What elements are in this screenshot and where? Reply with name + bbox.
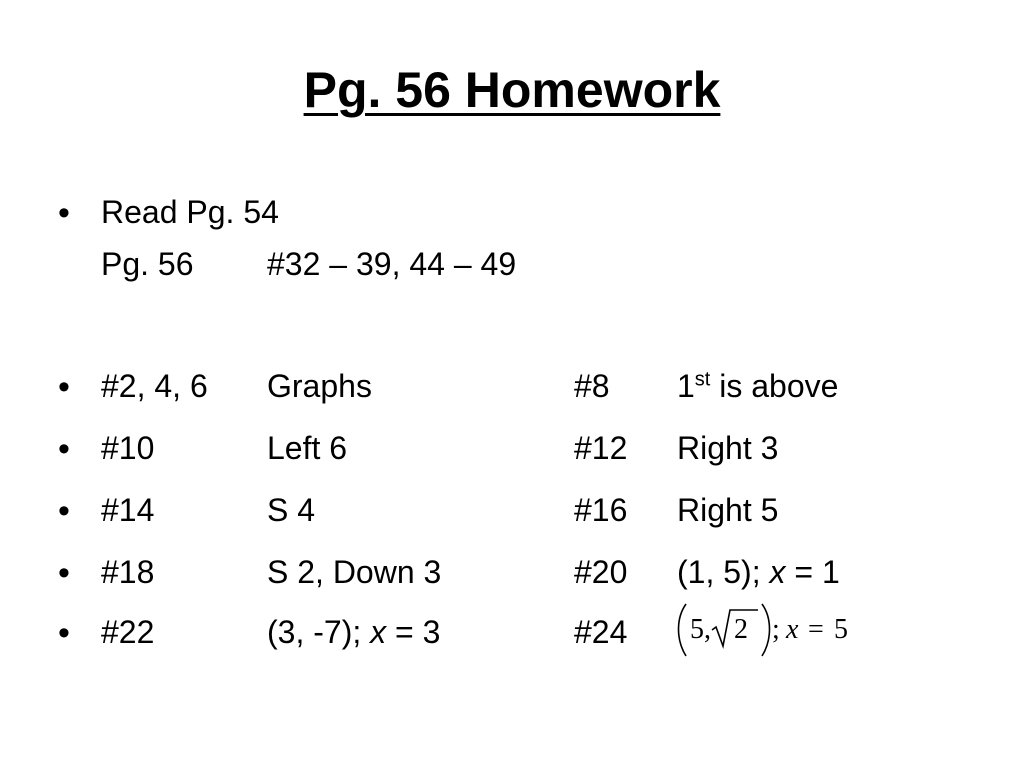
homework-problems: #32 – 39, 44 – 49 [267, 246, 517, 282]
read-assignment: Read Pg. 54 [101, 194, 279, 230]
svg-text:5,: 5, [690, 614, 711, 645]
problem-number: #8 [574, 368, 610, 404]
problem-answer [267, 616, 440, 648]
problem-answer: Left 6 [267, 430, 348, 466]
math-equation-image [676, 600, 856, 660]
answer-part: = 1 [785, 554, 840, 590]
problem-answer: S 4 [267, 492, 316, 528]
problem-number: #24 [574, 614, 628, 650]
bullet-marker: • [58, 194, 70, 232]
slide-title [0, 62, 1024, 120]
problem-answer: Graphs [267, 368, 372, 404]
problem-answer: S 2, Down 3 [267, 554, 442, 590]
svg-text:=: = [808, 614, 824, 645]
homework-page: Pg. 56 [101, 246, 194, 282]
answer-part: 1 [677, 368, 695, 404]
problem-answer: Right 3 [677, 430, 779, 466]
problem-answer [677, 370, 838, 402]
problem-number: #16 [574, 492, 628, 528]
problem-number: #18 [101, 554, 155, 590]
answer-variable: x [769, 554, 786, 590]
problem-number: #12 [574, 430, 628, 466]
answer-part: is above [710, 368, 839, 404]
answer-superscript: st [694, 368, 711, 391]
answer-part: = 3 [386, 614, 441, 650]
answer-part: (3, -7); [267, 614, 371, 650]
svg-text:;: ; [772, 614, 780, 645]
svg-text:2: 2 [734, 614, 748, 645]
problem-number: #10 [101, 430, 155, 466]
problem-number: #2, 4, 6 [101, 368, 208, 404]
problem-answer [677, 556, 840, 588]
problem-number: #22 [101, 614, 155, 650]
answer-variable: x [370, 614, 387, 650]
bullet-marker: • [58, 368, 70, 406]
bullet-marker: • [58, 614, 70, 652]
problem-answer: Right 5 [677, 492, 779, 528]
svg-text:5: 5 [834, 614, 848, 645]
problem-number: #20 [574, 554, 628, 590]
problem-number: #14 [101, 492, 155, 528]
bullet-marker: • [58, 430, 70, 468]
bullet-marker: • [58, 554, 70, 592]
bullet-marker: • [58, 492, 70, 530]
svg-text:x: x [786, 614, 799, 645]
answer-part: (1, 5); [677, 554, 770, 590]
title-text: Pg. 56 Homework [303, 62, 721, 118]
